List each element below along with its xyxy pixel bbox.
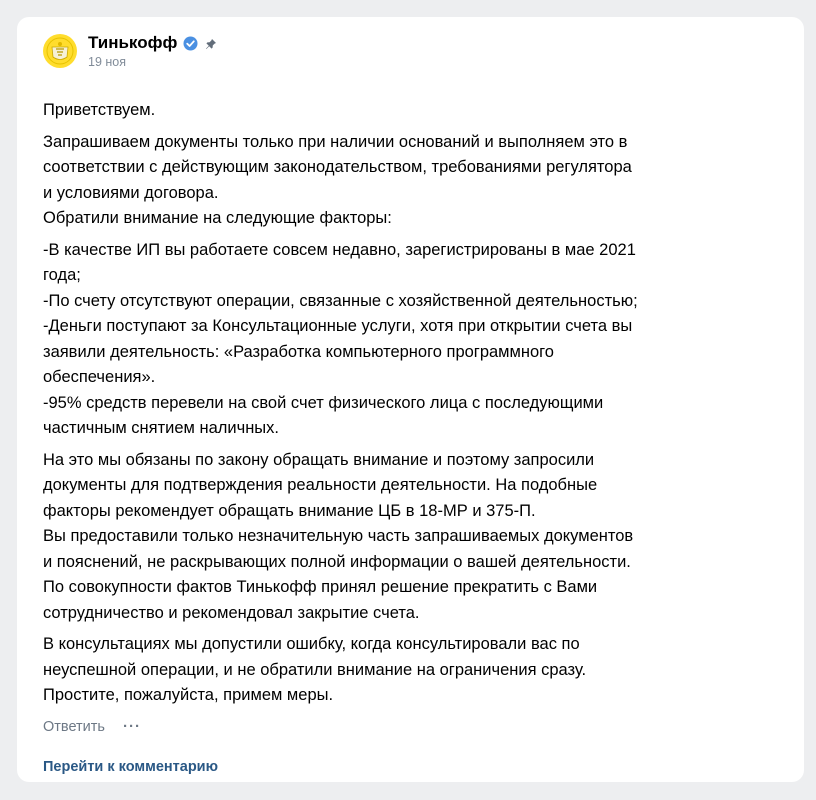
verified-check-icon xyxy=(183,36,198,51)
avatar[interactable] xyxy=(43,34,77,68)
obligation-paragraph: На это мы обязаны по закону обращать внимание и поэтому запросили документы для подтверждения реальности деятельности. На подобные факторы рекомендует обращать внимание ЦБ в 18-МР и 375-П. Вы предоставили только незначительную часть запрашиваемых документов и пояснений, не раскрывающих полной информации о вашей деятельности. По совокупности фактов Тинькофф принял решение прекратить с Вами сотрудничество и рекомендовал закрытие счета. xyxy=(43,450,634,622)
reply-button[interactable]: Ответить xyxy=(43,718,105,735)
author-name[interactable]: Тинькофф xyxy=(88,33,178,52)
factors-intro-paragraph: Обратили внимание на следующие факторы: xyxy=(43,209,392,227)
greeting-paragraph: Приветствуем. xyxy=(43,101,156,119)
tinkoff-logo-icon xyxy=(46,37,74,65)
post-card xyxy=(17,17,804,782)
post-actions xyxy=(43,715,778,739)
apology-paragraph: В консультациях мы допустили ошибку, когда консультировали вас по неуспешной операции, и не обратили внимание на ограничения сразу. Простите, пожалуйста, примем меры. xyxy=(43,635,587,704)
author-block xyxy=(88,32,217,69)
pin-icon xyxy=(205,37,217,49)
goto-comment-link[interactable]: Перейти к комментарию xyxy=(43,758,218,775)
post-header xyxy=(43,32,778,88)
post-date[interactable]: 19 ноя xyxy=(88,55,127,69)
more-options-icon[interactable]: ··· xyxy=(122,718,141,735)
factors-list-paragraph: -В качестве ИП вы работаете совсем недавно, зарегистрированы в мае 2021 года; -По счету отсутствуют операции, связанные с хозяйственной деятельностью; -Деньги поступают за Консультационные услуги, хотя при открытии счета вы заявили деятельность: «Разработка компьютерного программного обеспечения». -95% средств перевели на свой счет физического лица с последующими частичным снятием наличных. xyxy=(43,240,638,437)
author-line xyxy=(88,32,217,54)
post-body xyxy=(43,98,723,709)
documents-paragraph: Запрашиваем документы только при наличии оснований и выполняем это в соответствии с действующим законодательством, требованиями регулятора и условиями договора. xyxy=(43,132,632,202)
